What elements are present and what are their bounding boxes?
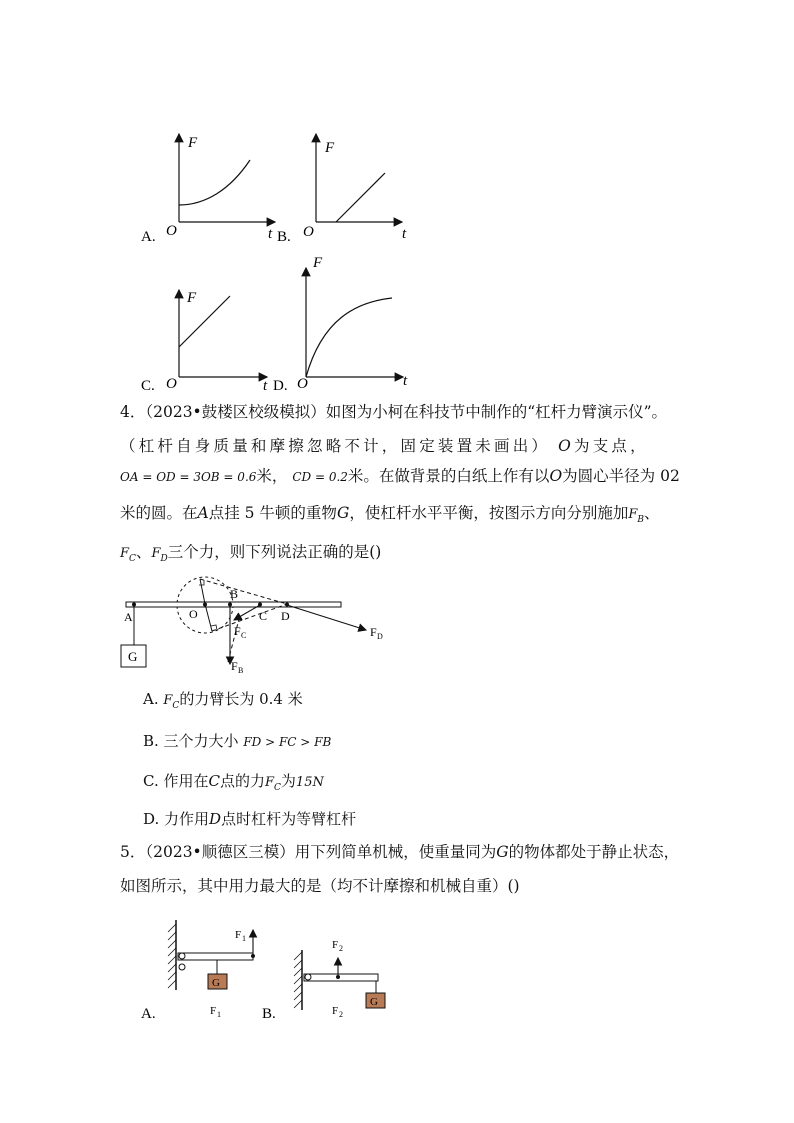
q4-fc-sub: C	[129, 554, 136, 565]
graph-d[interactable]	[306, 268, 403, 377]
q5-line-1	[120, 841, 679, 863]
q4-option-b-expr: FD > FC > FB	[243, 735, 332, 749]
graph-d-origin: O	[297, 376, 308, 392]
q4-option-a-f: F	[163, 693, 173, 708]
q4-option-a-sub: C	[172, 701, 180, 711]
q5-b-option-label: B.	[262, 1006, 276, 1022]
q4-eq-1: OA = OD = 3OB = 0.6	[120, 470, 257, 484]
q5-line-1-b: 的物体都处于静止状态，	[508, 843, 680, 861]
q4-line-4-c: ，使杠杆水平平衡，按图示方向分别施加	[349, 504, 629, 522]
q5-b-caption: F	[332, 1005, 339, 1017]
fd-label: F	[370, 625, 377, 639]
q4-option-c-var: C	[208, 772, 220, 790]
graph-c-label: C.	[141, 378, 155, 394]
q5-a-f1-sub: 1	[242, 934, 246, 943]
q4-option-c-sub: C	[274, 783, 281, 793]
force-fd-arrow	[287, 605, 366, 630]
q4-line-3-var: O	[549, 467, 563, 485]
graph-d-label: D.	[273, 378, 288, 394]
q4-fc: F	[120, 546, 130, 561]
q4-line-4-a: 米的圆。在	[120, 504, 198, 522]
q5-figure-b[interactable]	[294, 939, 385, 1019]
q5-a-f1-label: F	[235, 929, 242, 941]
q4-option-c-mid: 点的力	[219, 772, 265, 790]
q5-b-weight-label: G	[370, 996, 378, 1008]
q4-eq-2: CD = 0.2	[292, 470, 348, 484]
q4-option-a[interactable]	[143, 688, 303, 717]
q4-unit-2: 米。在做背景的白纸上作有以	[347, 467, 550, 485]
q4-line-2	[120, 435, 649, 457]
graph-c-x-label: t	[263, 378, 268, 394]
q4-option-a-text: 的力臂长为 0.4 米	[179, 690, 303, 708]
graph-b-y-label: F	[325, 140, 335, 156]
point-d-label: D	[281, 609, 290, 623]
q4-option-c-val: 15N	[295, 775, 324, 790]
force-time-graphs	[0, 0, 794, 400]
fb-label: F	[231, 659, 238, 673]
graph-d-x-label: t	[403, 373, 408, 389]
q4-fd-sub: D	[160, 554, 168, 565]
q4-line-2-end: 为支点，	[574, 437, 649, 455]
fc-sub-label: C	[241, 631, 247, 640]
q4-option-c[interactable]	[143, 770, 324, 799]
q4-line-2-var: O	[558, 437, 575, 455]
q5-line-1-a: 5．（2023•顺德区三模）用下列简单机械，使重量同为	[120, 843, 497, 861]
q4-line-4-var-g: G	[336, 504, 350, 522]
q4-option-c-end: 为	[280, 772, 296, 790]
graph-a-x-label: t	[268, 226, 273, 242]
q5-b-f2-label: F	[332, 939, 339, 951]
q4-fd: F	[151, 546, 161, 561]
graph-c-y-label: F	[187, 290, 197, 306]
q5-b-f2-sub: 2	[339, 944, 343, 953]
q4-fb: F	[628, 507, 638, 522]
graph-b-label: B.	[277, 229, 291, 245]
q4-line-4	[120, 502, 660, 531]
q4-line-3-end: 为圆心半径为 02	[562, 467, 680, 485]
q4-option-d-prefix: D. 力作用	[143, 810, 210, 828]
point-b-label: B	[230, 587, 239, 601]
q4-option-a-prefix: A.	[143, 690, 159, 708]
q5-line-2: 如图所示，其中用力最大的是（均不计摩擦和机械自重）()	[120, 877, 520, 895]
q4-line-4-end: 、	[644, 504, 660, 522]
graph-c-origin: O	[166, 376, 177, 392]
fc-label: F	[234, 624, 241, 638]
q5-a-caption: F	[210, 1005, 217, 1017]
fb-sub-label: B	[238, 666, 244, 675]
graph-a-label: A.	[141, 229, 156, 245]
point-c-label: C	[259, 609, 268, 623]
q5-figures	[0, 910, 420, 1030]
q4-unit-1: 米，	[256, 467, 288, 485]
q4-line-5-end: 三个力，则下列说法正确的是()	[167, 543, 382, 561]
q5-a-option-label: A.	[141, 1006, 156, 1022]
graph-a-y-label: F	[188, 135, 198, 151]
q5-a-caption-sub: 1	[217, 1010, 221, 1019]
graph-a-origin: O	[166, 223, 177, 239]
q4-option-d-end: 点时杠杆为等臂杠杆	[221, 810, 357, 828]
q5-a-weight-label: G	[212, 977, 220, 989]
fd-sub-label: D	[377, 632, 383, 641]
q4-fb-sub: B	[637, 515, 644, 526]
lever-diagram	[0, 565, 420, 685]
graph-d-y-label: F	[313, 255, 323, 271]
q4-option-d-var: D	[209, 810, 222, 828]
q4-option-c-f: F	[264, 775, 275, 790]
q4-line-1: 4．（2023•鼓楼区校级模拟）如图为小柯在科技节中制作的“杠杆力臂演示仪”。	[120, 403, 668, 421]
q4-line-4-b: 点挂 5 牛顿的重物	[208, 504, 337, 522]
q4-option-d[interactable]	[143, 808, 356, 830]
q4-line-3	[120, 465, 680, 488]
q5-line-1-var: G	[496, 843, 509, 861]
q4-option-b[interactable]	[143, 730, 331, 753]
q4-line-5-sep: 、	[135, 543, 152, 561]
q4-option-c-prefix: C. 作用在	[143, 772, 209, 790]
graph-b-origin: O	[303, 224, 314, 240]
graph-b-x-label: t	[402, 226, 407, 242]
q4-option-b-prefix: B. 三个力大小	[143, 732, 239, 750]
weight-g-label: G	[128, 649, 138, 664]
q5-figure-a[interactable]	[168, 920, 255, 1019]
q4-line-4-var-a: A	[197, 504, 209, 522]
lever-bar[interactable]	[126, 602, 341, 607]
point-o-label: O	[189, 607, 198, 621]
q5-b-caption-sub: 2	[339, 1010, 343, 1019]
point-a-label: A	[124, 610, 133, 624]
q4-line-2-text: （杠杆自身质量和摩擦忽略不计，固定装置未画出）	[120, 437, 551, 455]
